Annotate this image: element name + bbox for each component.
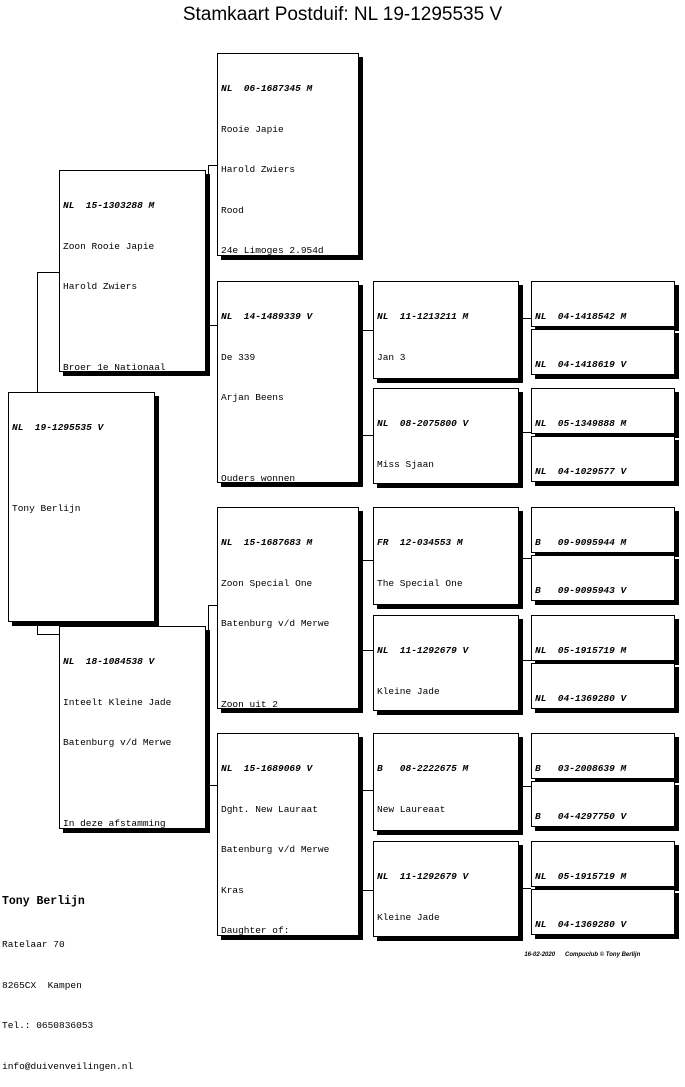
- card-line: [63, 777, 202, 791]
- pedigree-card-gen4: [531, 841, 675, 887]
- pedigree-card-subject: [8, 392, 155, 622]
- owner-address: Ratelaar 70: [2, 939, 65, 950]
- connector-line: [208, 325, 217, 326]
- card-line: Dght. New Lauraat: [221, 803, 318, 815]
- pedigree-card-gen4: [531, 329, 675, 375]
- ring-number: NL 04-1418542 M: [535, 311, 627, 322]
- connector-line: [520, 318, 531, 319]
- ring-number: NL 14-1489339 V: [221, 311, 313, 322]
- card-line: 24e Limoges 2.954d: [221, 245, 324, 256]
- pedigree-card-gen3: [373, 281, 519, 379]
- card-line: Zoon Special One: [221, 577, 313, 589]
- card-line: [221, 658, 355, 672]
- owner-city: 8265CX Kampen: [2, 979, 82, 991]
- page-title: Stamkaart Postduif: NL 19-1295535 V: [182, 4, 503, 25]
- ring-number: NL 11-1292679 V: [377, 645, 469, 656]
- connector-line: [360, 890, 373, 891]
- ring-number: NL 19-1295535 V: [12, 422, 104, 433]
- connector-line: [360, 650, 373, 651]
- connector-line: [208, 165, 209, 325]
- pedigree-card-gen4: [531, 436, 675, 482]
- ring-number: NL 04-1029577 V: [535, 466, 627, 477]
- pedigree-card-gen4: [531, 733, 675, 779]
- pedigree-card-gen4: [531, 507, 675, 553]
- connector-line: [360, 790, 373, 791]
- ring-number: B 09-9095944 M: [535, 537, 627, 548]
- connector-line: [360, 330, 373, 331]
- pedigree-card-gen3: [373, 507, 519, 605]
- card-line: Zoon uit 2: [221, 699, 279, 709]
- card-line: Kleine Jade: [377, 685, 440, 697]
- connector-line: [208, 605, 217, 606]
- card-line: Kras: [221, 884, 244, 896]
- ring-number: NL 06-1687345 M: [221, 83, 313, 94]
- card-line: Broer 1e Nationaal: [63, 362, 166, 372]
- ring-number: FR 12-034553 M: [377, 537, 463, 548]
- pedigree-card-granddam-maternal: [217, 733, 359, 936]
- card-line: New Laureaat: [377, 803, 446, 815]
- pedigree-card-grandsire-paternal: [217, 53, 359, 256]
- connector-line: [520, 888, 531, 889]
- pedigree-card-gen4: [531, 615, 675, 661]
- pedigree-card-gen3: [373, 733, 519, 831]
- connector-line: [520, 558, 531, 559]
- pedigree-card-gen4: [531, 889, 675, 935]
- card-line: Rood: [221, 204, 244, 216]
- pedigree-card-mother: [59, 626, 206, 829]
- pedigree-card-gen3: [373, 388, 519, 484]
- card-line: In deze afstamming: [63, 818, 166, 829]
- card-line: Harold Zwiers: [221, 164, 296, 175]
- pedigree-card-gen4: [531, 781, 675, 827]
- connector-line: [360, 435, 373, 436]
- card-line: Batenburg v/d Merwe: [221, 844, 330, 855]
- connector-line: [37, 634, 59, 635]
- connector-line: [520, 432, 531, 433]
- card-line: Jan 3: [377, 351, 406, 363]
- card-line: Daughter of:: [221, 925, 290, 936]
- footer-credit: Compuclub © Tony Berlijn: [565, 952, 641, 958]
- ring-number: B 04-4297750 V: [535, 811, 627, 822]
- card-line: Kleine Jade: [377, 911, 440, 923]
- card-line: Batenburg v/d Merwe: [221, 618, 330, 629]
- owner-info: [2, 868, 133, 1087]
- ring-number: B 03-2008639 M: [535, 763, 627, 774]
- connector-line: [37, 272, 59, 273]
- connector-line: [360, 560, 373, 561]
- ring-number: NL 08-2075800 V: [377, 418, 469, 429]
- card-line: Harold Zwiers: [63, 281, 138, 292]
- card-line: Ouders wonnen: [221, 473, 296, 483]
- owner-email: info@duivenveilingen.nl: [2, 1060, 134, 1072]
- connector-line: [208, 165, 217, 166]
- ring-number: NL 05-1915719 M: [535, 871, 627, 882]
- card-line: [221, 432, 355, 446]
- card-line: Tony Berlijn: [12, 503, 81, 514]
- connector-line: [520, 786, 531, 787]
- card-line: Inteelt Kleine Jade: [63, 696, 172, 708]
- card-line: Batenburg v/d Merwe: [63, 737, 172, 748]
- ring-number: NL 05-1349888 M: [535, 418, 627, 429]
- footer-date: 16-02-2020: [524, 952, 556, 958]
- card-line: Zoon Rooie Japie: [63, 240, 155, 252]
- ring-number: NL 18-1084538 V: [63, 656, 155, 667]
- connector-line: [520, 660, 531, 661]
- ring-number: B 08-2222675 M: [377, 763, 469, 774]
- ring-number: NL 04-1418619 V: [535, 359, 627, 370]
- pedigree-card-gen4: [531, 555, 675, 601]
- card-line: De 339: [221, 351, 256, 363]
- card-line: [12, 462, 151, 476]
- ring-number: NL 15-1689069 V: [221, 763, 313, 774]
- ring-number: NL 15-1687683 M: [221, 537, 313, 548]
- card-line: Rooie Japie: [221, 123, 284, 135]
- pedigree-card-granddam-paternal: [217, 281, 359, 483]
- card-line: Miss Sjaan: [377, 458, 435, 470]
- ring-number: NL 04-1369280 V: [535, 693, 627, 704]
- pedigree-card-gen3: [373, 841, 519, 937]
- pedigree-card-gen4: [531, 281, 675, 327]
- pedigree-card-grandsire-maternal: [217, 507, 359, 709]
- ring-number: NL 11-1292679 V: [377, 871, 469, 882]
- owner-name: Tony Berlijn: [2, 895, 85, 908]
- connector-line: [208, 785, 217, 786]
- card-line: [63, 321, 202, 335]
- pedigree-card-father: [59, 170, 206, 372]
- card-line: Arjan Beens: [221, 392, 284, 403]
- ring-number: NL 04-1369280 V: [535, 919, 627, 930]
- footer: [521, 946, 650, 958]
- ring-number: NL 11-1213211 M: [377, 311, 469, 322]
- connector-line: [208, 605, 209, 785]
- pedigree-card-gen4: [531, 388, 675, 434]
- ring-number: NL 05-1915719 M: [535, 645, 627, 656]
- pedigree-card-gen4: [531, 663, 675, 709]
- pedigree-card-gen3: [373, 615, 519, 711]
- ring-number: B 09-9095943 V: [535, 585, 627, 596]
- ring-number: NL 15-1303288 M: [63, 200, 155, 211]
- card-line: The Special One: [377, 577, 463, 589]
- owner-phone: Tel.: 0650836053: [2, 1020, 94, 1031]
